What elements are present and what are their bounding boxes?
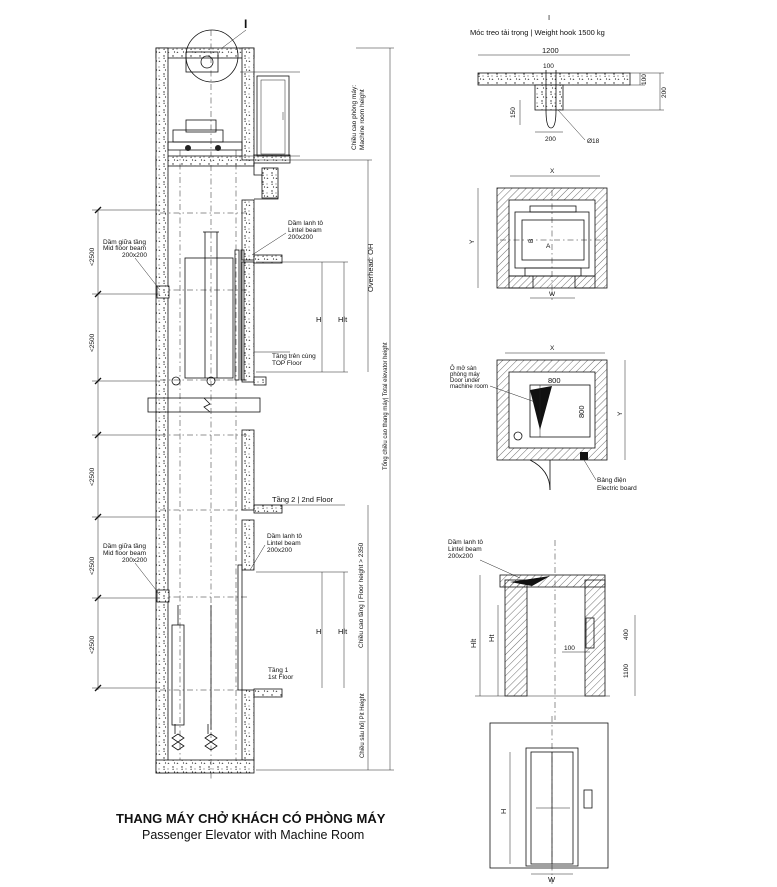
door-elevation xyxy=(490,716,608,887)
svg-text:Bảng điện: Bảng điện xyxy=(597,477,627,484)
label-mid-beam-bottom xyxy=(103,541,147,564)
plan-shaft-X: X xyxy=(550,168,555,175)
label-board xyxy=(597,477,637,492)
dim-bar: Ø18 xyxy=(587,138,600,145)
dim-hook-100: 100 xyxy=(543,63,554,70)
dim-800a: 800 xyxy=(548,376,561,385)
label-floor2: Tầng 2 | 2nd Floor xyxy=(272,495,334,504)
hook-detail xyxy=(470,13,668,145)
svg-text:Mid floor beam: Mid floor beam xyxy=(103,550,146,557)
title-vi: THANG MÁY CHỞ KHÁCH CÓ PHÒNG MÁY xyxy=(116,811,386,826)
svg-text:Door under: Door under xyxy=(450,378,481,384)
label-floor1 xyxy=(268,665,294,681)
elevation-drawing xyxy=(89,17,394,780)
dim-800b: 800 xyxy=(577,405,586,418)
plan-machine xyxy=(450,345,637,492)
svg-text:Dầm lanh tô: Dầm lanh tô xyxy=(448,539,484,546)
svg-text:phòng máy: phòng máy xyxy=(450,372,480,378)
plan-shaft-W: W xyxy=(549,291,556,298)
plan-shaft-A: A xyxy=(546,243,551,250)
label-lintel-bottom xyxy=(267,531,302,554)
dim-2500-a: <2500 xyxy=(89,247,96,266)
plan-shaft xyxy=(469,168,607,300)
label-opening xyxy=(450,365,488,390)
door-W: W xyxy=(548,875,556,884)
svg-text:Dầm giữa tầng: Dầm giữa tầng xyxy=(103,543,147,550)
label-total-height: Tổng chiều cao thang máy| Total elevator height xyxy=(383,342,389,470)
dim-bottom-200: 200 xyxy=(545,136,556,143)
door-Hlt: Hlt xyxy=(469,638,478,648)
door-Ht: Ht xyxy=(487,634,496,642)
label-mid-beam-top xyxy=(103,237,147,259)
dim-2500-e: <2500 xyxy=(89,635,96,654)
svg-text:Mid floor beam: Mid floor beam xyxy=(103,245,146,252)
svg-text:Lintel beam: Lintel beam xyxy=(267,540,301,547)
plan-shaft-B: B xyxy=(528,238,535,243)
dim-H-top: H xyxy=(316,315,322,324)
svg-text:200x200: 200x200 xyxy=(448,553,473,560)
svg-text:TOP Floor: TOP Floor xyxy=(272,360,302,367)
dim-1200: 1200 xyxy=(542,46,559,55)
label-pit-height: Chiều sâu hố| Pit Height xyxy=(360,693,366,758)
dim-slab-100: 100 xyxy=(641,74,648,85)
svg-text:1st Floor: 1st Floor xyxy=(268,674,294,681)
dim-Hlt-top: Hlt xyxy=(338,315,348,324)
hook-title: Móc treo tải trọng | Weight hook 1500 kg xyxy=(470,28,605,37)
door-H: H xyxy=(499,808,508,814)
label-door-lintel xyxy=(448,537,483,560)
svg-text:Lintel beam: Lintel beam xyxy=(448,546,482,553)
door-d1100: 1100 xyxy=(623,664,630,678)
label-lintel-top xyxy=(288,218,323,241)
svg-text:Tầng trên cùng: Tầng trên cùng xyxy=(272,353,316,360)
title-en: Passenger Elevator with Machine Room xyxy=(142,828,365,842)
svg-text:Tầng 1: Tầng 1 xyxy=(268,667,289,674)
plan-machine-X: X xyxy=(550,345,555,352)
plan-machine-Y: Y xyxy=(617,411,624,416)
svg-text:Lintel beam: Lintel beam xyxy=(288,227,322,234)
svg-text:200x200: 200x200 xyxy=(122,252,147,259)
svg-text:Dầm lanh tô: Dầm lanh tô xyxy=(288,220,324,227)
section-mark: I xyxy=(244,17,248,31)
svg-text:Dầm lanh tô: Dầm lanh tô xyxy=(267,533,303,540)
svg-text:200x200: 200x200 xyxy=(122,557,147,564)
label-floor-height: Chiều cao tầng | Floor height > 2350 xyxy=(358,542,365,648)
svg-text:200x200: 200x200 xyxy=(267,547,292,554)
door-section xyxy=(448,537,635,720)
dim-H-bottom: H xyxy=(316,627,322,636)
hook-mark: I xyxy=(548,13,551,22)
svg-text:machine room: machine room xyxy=(450,384,489,390)
label-overhead: Overhead: OH xyxy=(366,243,375,292)
svg-text:Machine room height: Machine room height xyxy=(359,89,366,150)
svg-text:Chiều cao phòng máy:: Chiều cao phòng máy: xyxy=(351,84,358,150)
door-d100: 100 xyxy=(564,645,575,652)
dim-2500-b: <2500 xyxy=(89,333,96,352)
label-top-floor xyxy=(272,351,316,367)
dim-depth-200: 200 xyxy=(661,87,668,98)
dim-Hlt-bottom: Hlt xyxy=(338,627,348,636)
plan-shaft-Y: Y xyxy=(469,239,476,244)
svg-text:200x200: 200x200 xyxy=(288,234,313,241)
svg-text:Dầm giữa tầng: Dầm giữa tầng xyxy=(103,239,147,246)
dim-left-150: 150 xyxy=(510,107,517,118)
dim-2500-c: <2500 xyxy=(89,467,96,486)
door-d400: 400 xyxy=(623,629,630,640)
svg-text:Ô mở sàn: Ô mở sàn xyxy=(450,366,477,372)
dim-2500-d: <2500 xyxy=(89,556,96,575)
svg-text:Electric board: Electric board xyxy=(597,485,637,492)
label-machine-room-height xyxy=(349,85,366,150)
